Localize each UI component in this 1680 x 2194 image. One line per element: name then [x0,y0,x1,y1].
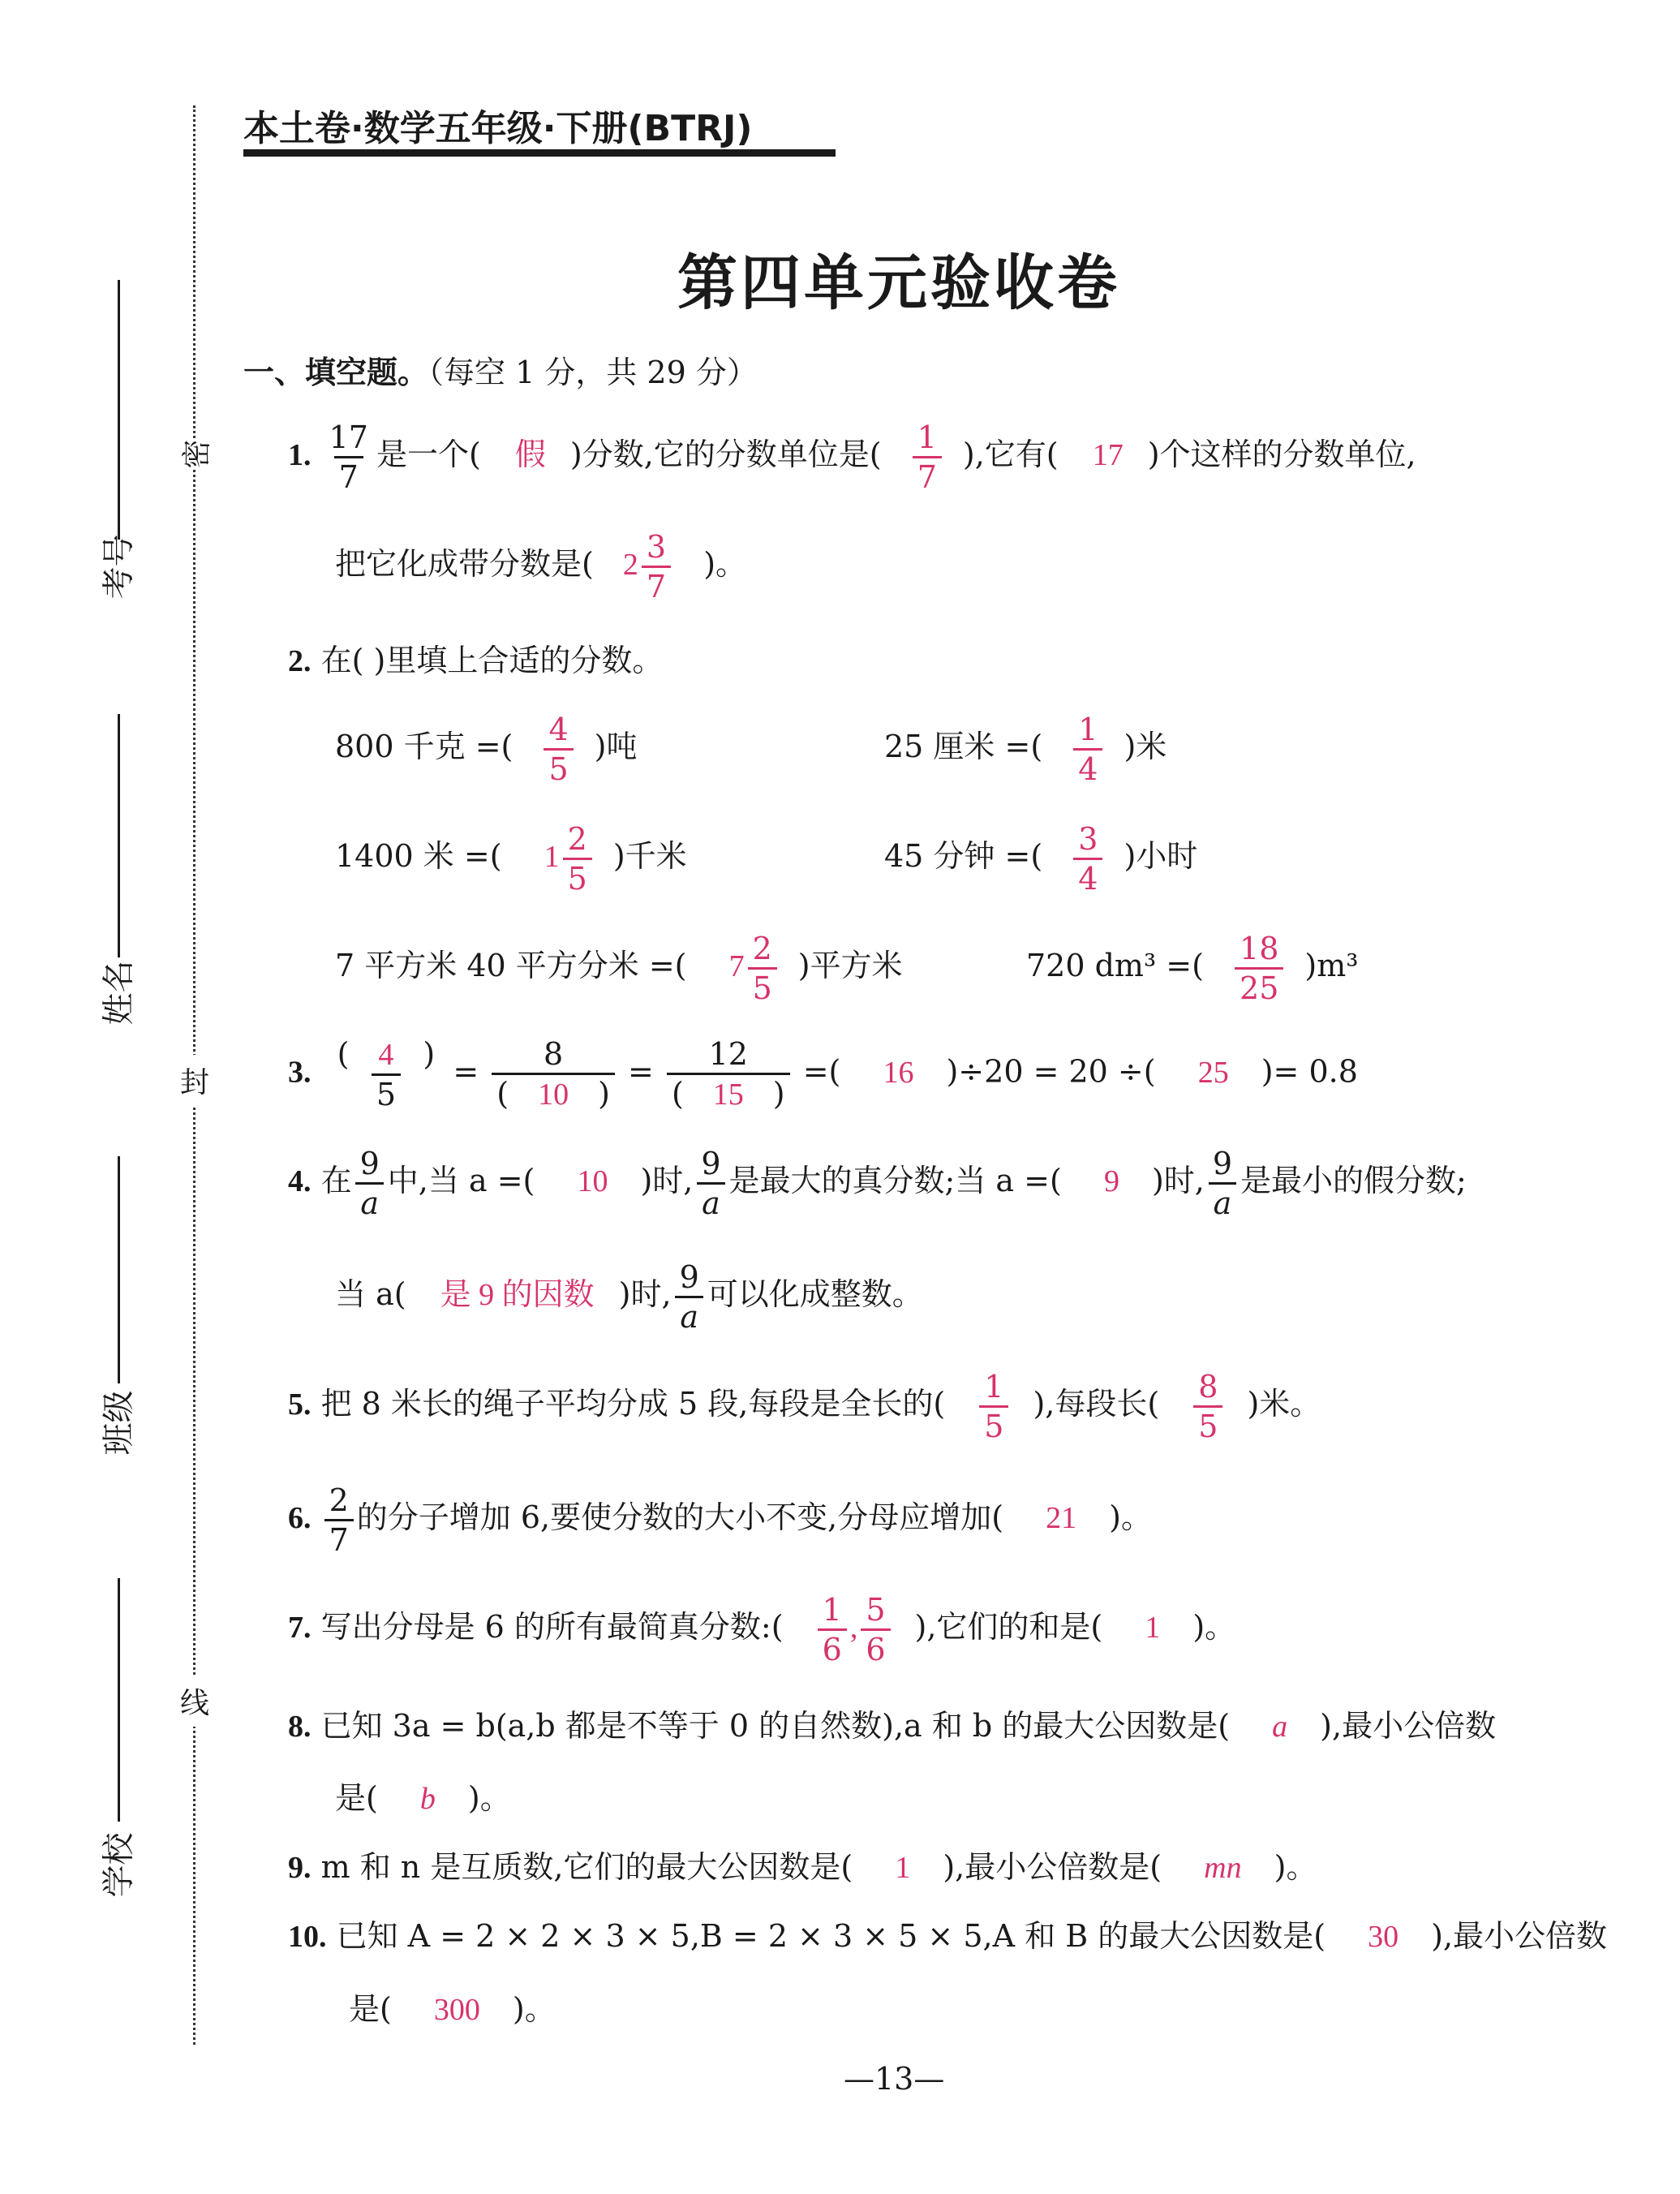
margin-label-xuexiao: 学校 [100,1832,138,1898]
answer: 300 [433,1993,480,2027]
question-2-item: 800 千克 =( $\frac{4}{5}$ )吨 [335,712,638,787]
seal-mi: 密 [170,439,221,468]
answer: 17 [1092,438,1124,472]
page-number: —13— [844,2061,945,2097]
header-underline [243,149,836,157]
answer: 10 [577,1164,608,1198]
answer-fraction: $\frac{1}{5}$ [979,1371,1008,1442]
section-heading [243,347,758,392]
question-8-line-2: 是( b )。 [335,1780,511,1816]
fraction: $\frac{9}{a}$ [696,1148,725,1219]
question-2-item: 45 分钟 =( $\frac{3}{4}$ )小时 [884,821,1198,897]
margin-line-banji [118,1156,120,1383]
fraction: $\frac{9}{a}$ [675,1262,704,1332]
answer-fraction: $\frac{1}{6}$ [818,1594,847,1665]
seal-feng: 封 [180,1055,209,1106]
section-note: （每空 1 分，共 29 分） [428,355,758,390]
question-10-line-1: 10. 已知 A = 2 × 2 × 3 × 5,B = 2 × 3 × 5 × 5,A 和 B 的最大公因数是( 30 ),最小公倍数 [288,1918,1608,1954]
question-4-line-1: 4. 在 $\frac{9}{a}$ 中,当 a =( 10 )时, $\frac{9}{a}$ 是最大的真分数;当 a =( 9 )时, $\frac{9}{a}$ 是最小的假分数; [288,1146,1467,1221]
answer: 9 [1103,1164,1119,1198]
question-10-line-2: 是( 300 )。 [349,1991,556,2027]
question-number: 1. [288,438,312,472]
answer: 1 [1145,1611,1161,1645]
answer: 21 [1046,1501,1077,1535]
question-7: 7. 写出分母是 6 的所有最简真分数:( $\frac{1}{6}$ , $\frac{5}{6}$ ),它们的和是( 1 )。 [288,1592,1236,1667]
page-title: 第四单元验收卷 [677,248,1120,318]
question-2-item: 7 平方米 40 平方分米 =( 7 $\frac{2}{5}$ )平方米 [335,931,903,1006]
margin-line-xingming [118,714,120,957]
question-3: 3. $\frac{( 4 )}{5}$ = $\frac{8}{( 10 )}$ = $\frac{12}{( 15 )}$ =( 16 )÷20 = 20 ÷( 25 )= 0.8 [288,1036,1358,1112]
answer: b [419,1782,436,1816]
answer: 是 9 的因数 [440,1278,595,1312]
answer-fraction: $\frac{8}{5}$ [1193,1371,1222,1442]
question-5: 5. 把 8 米长的绳子平均分成 5 段,每段是全长的( $\frac{1}{5}$ ),每段长( $\frac{8}{5}$ )米。 [288,1369,1321,1444]
answer: 30 [1368,1920,1399,1954]
fraction: $\frac{12}{( 15 )}$ [667,1039,790,1110]
question-2-item: 25 厘米 =( $\frac{1}{4}$ )米 [884,712,1167,787]
margin-label-kaohao: 考号 [100,534,138,600]
answer: mn [1204,1851,1242,1885]
answer-fraction: $\frac{2}{5}$ [748,933,777,1004]
fraction: $\frac{17}{7}$ [329,419,368,495]
answer: 假 [514,438,546,472]
answer-mixed-whole: 2 [622,548,638,582]
answer-fraction: $\frac{18}{25}$ [1235,933,1283,1004]
answer-fraction: $\frac{1}{4}$ [1073,714,1102,785]
answer: a [1272,1710,1288,1744]
answer-fraction: $\frac{1}{7}$ [913,422,942,493]
seal-xian: 线 [180,1676,209,1727]
fraction: $\frac{2}{7}$ [324,1485,354,1555]
question-2-prompt: 2. 在( )里填上合适的分数。 [288,643,664,678]
answer-fraction: $\frac{5}{6}$ [861,1594,890,1665]
answer-fraction: $\frac{3}{4}$ [1073,824,1102,894]
section-label: 一、填空题。 [243,354,429,390]
fraction: $\frac{9}{a}$ [355,1148,385,1219]
fraction: $\frac{( 4 )}{5}$ [337,1036,436,1112]
margin-line-xuexiao [118,1578,120,1822]
question-1-line-1: 1. $\frac{17}{7}$ 是一个( 假 )分数,它的分数单位是( $\frac{1}{7}$ ),它有( 17 )个这样的分数单位, [288,419,1416,495]
answer-fraction: $\frac{2}{5}$ [563,824,592,894]
margin-label-banji: 班级 [100,1390,138,1456]
question-2-item: 720 dm³ =( $\frac{18}{25}$ )m³ [1026,931,1359,1006]
margin-label-xingming: 姓名 [100,960,138,1026]
margin-line-kaohao [118,280,120,540]
question-8-line-1: 8. 已知 3a = b(a,b 都是不等于 0 的自然数),a 和 b 的最大公因数是( a ),最小公倍数 [288,1708,1497,1744]
answer: 1 [895,1851,911,1885]
question-1-line-2: 把它化成带分数是( 2 $\frac{3}{7}$ )。 [335,529,747,604]
answer-fraction: $\frac{3}{7}$ [642,531,671,602]
series-header: 本土卷·数学五年级·下册(BTRJ) [243,108,753,149]
fraction: $\frac{8}{( 10 )}$ [492,1039,615,1110]
question-9: 9. m 和 n 是互质数,它们的最大公因数是( 1 ),最小公倍数是( mn )。 [288,1849,1317,1885]
question-4-line-2: 当 a( 是 9 的因数 )时, $\frac{9}{a}$ 可以化成整数。 [335,1259,923,1335]
answer-fraction: $\frac{4}{5}$ [544,714,573,785]
question-2-item: 1400 米 =( 1 $\frac{2}{5}$ )千米 [335,821,687,897]
answer: 25 [1197,1055,1229,1090]
answer: 16 [883,1055,914,1090]
question-6: 6. $\frac{2}{7}$ 的分子增加 6,要使分数的大小不变,分母应增加( 21 )。 [288,1482,1152,1558]
fraction: $\frac{9}{a}$ [1208,1148,1237,1219]
